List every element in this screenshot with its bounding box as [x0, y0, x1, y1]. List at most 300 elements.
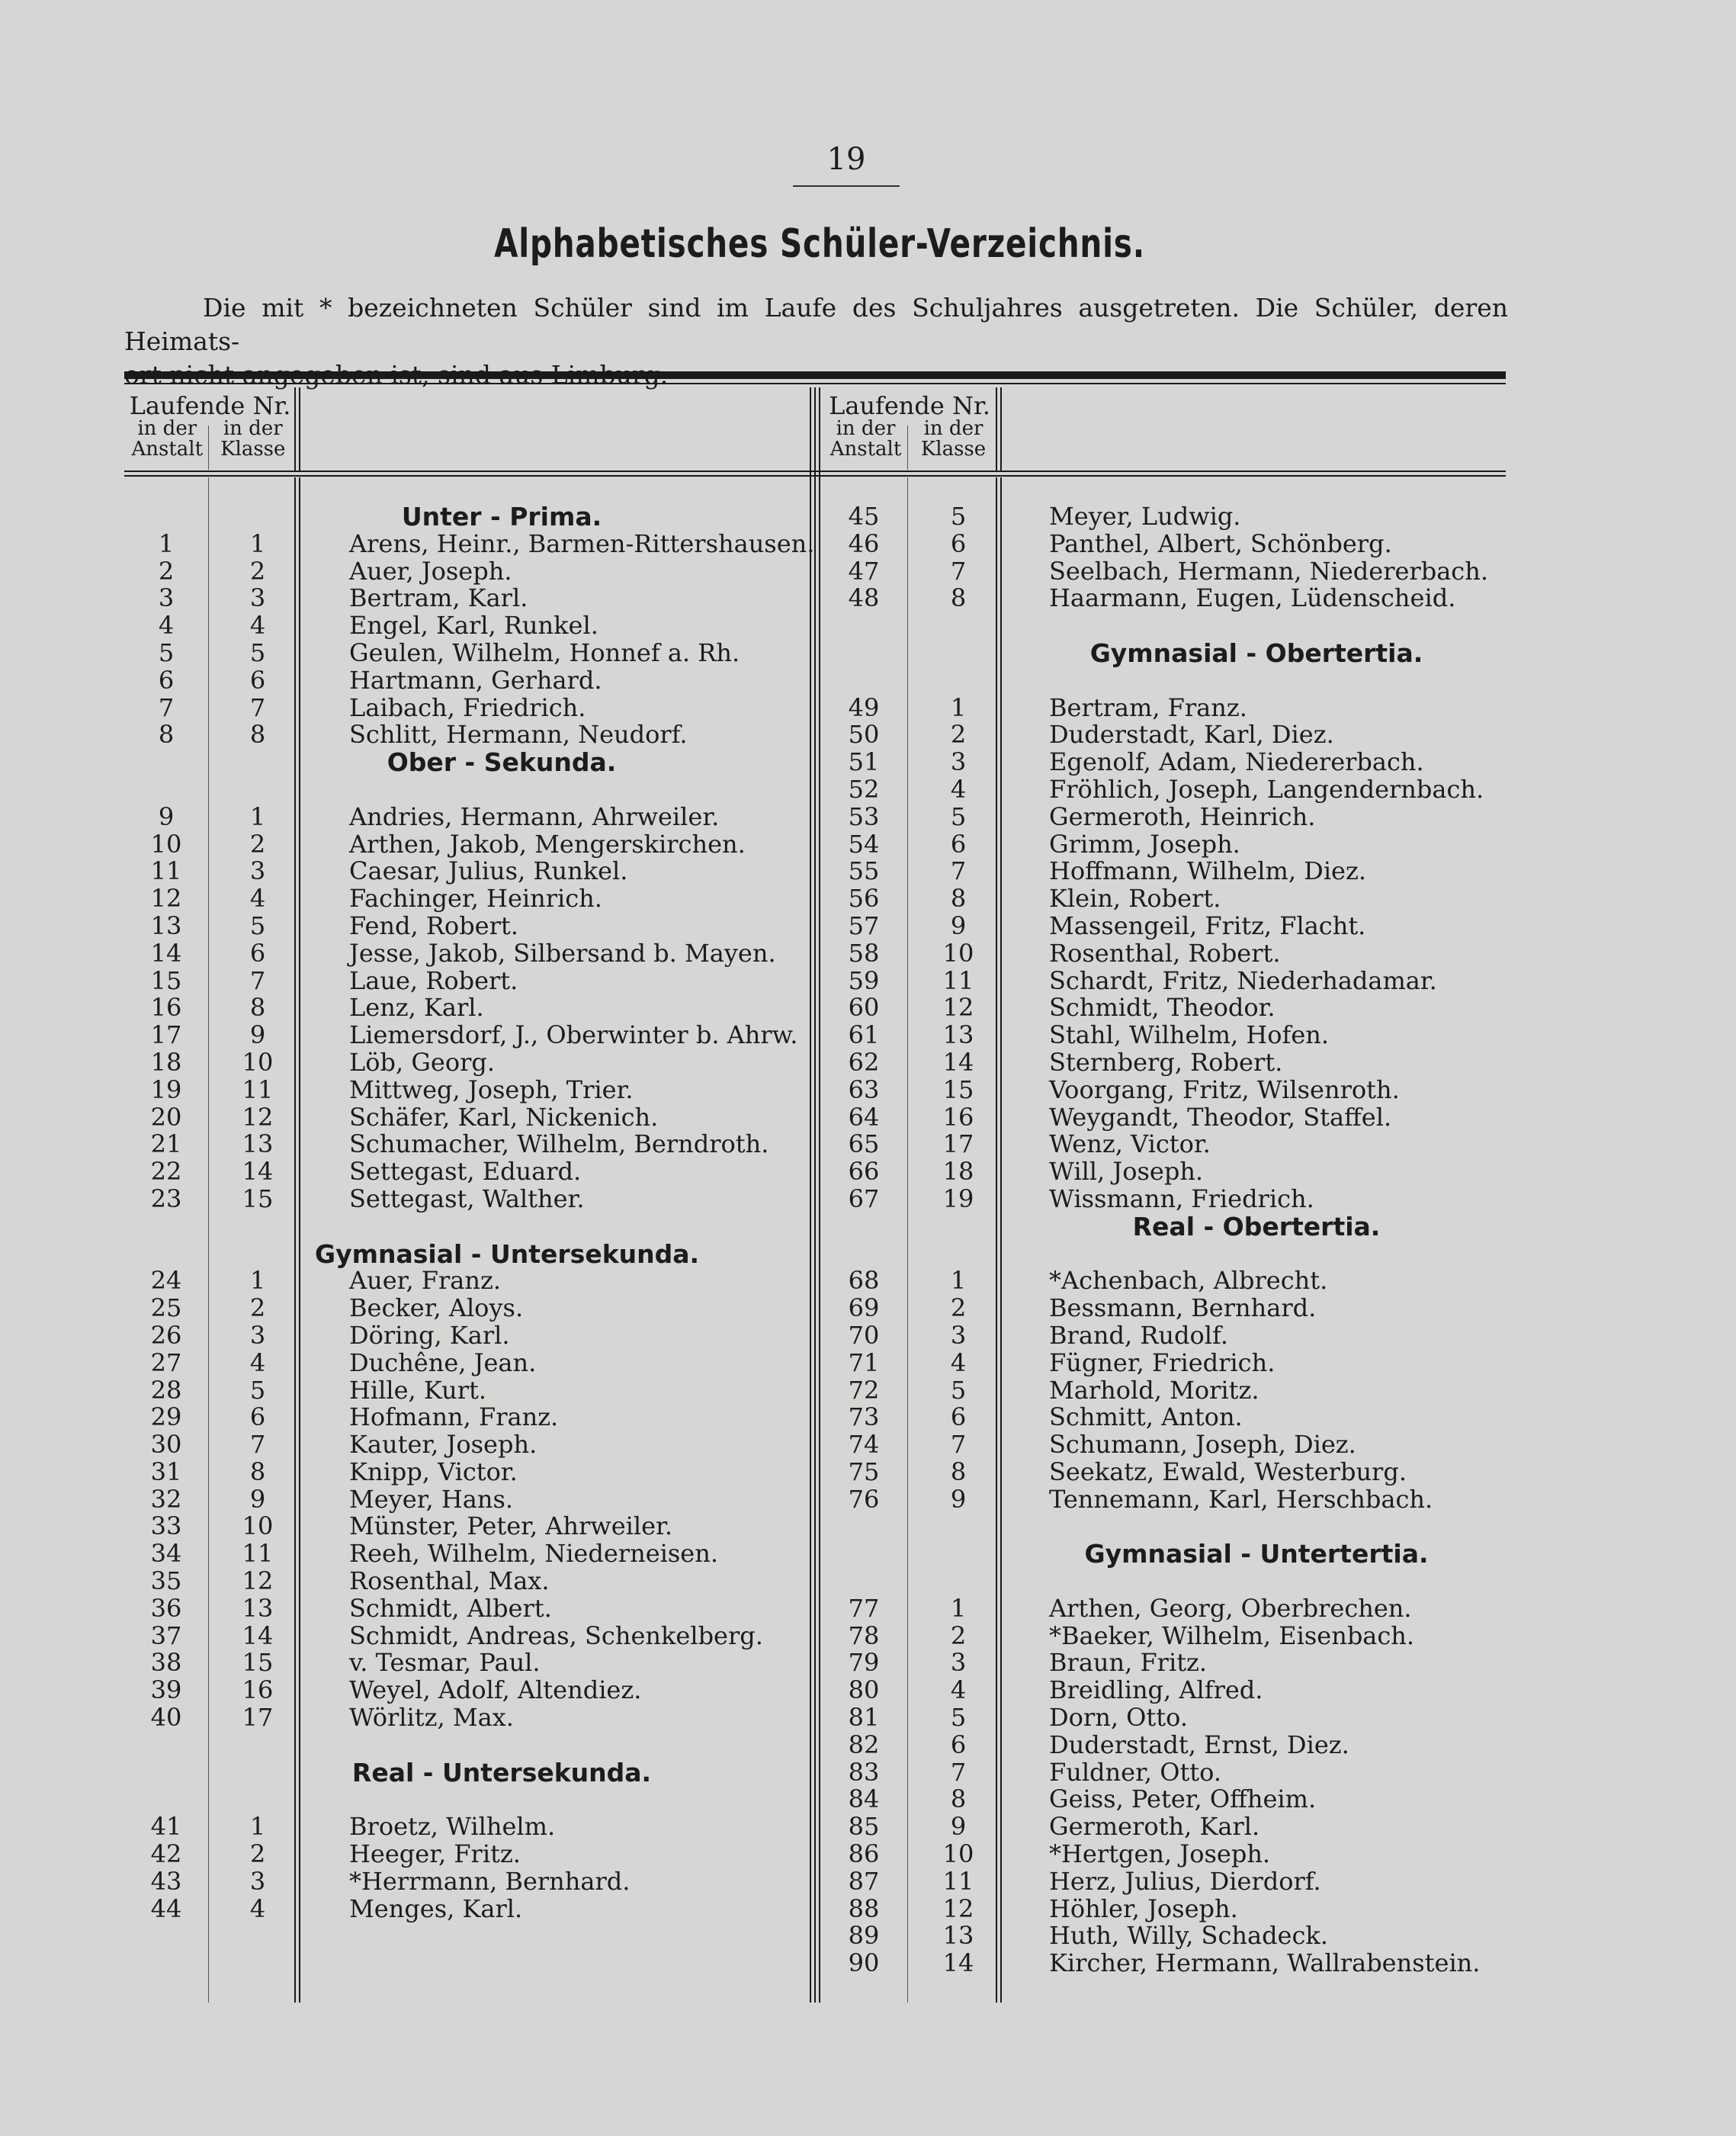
left-header [124, 393, 296, 460]
student-name: Becker, Aloys. [349, 1293, 524, 1323]
anstalt-number: 35 [150, 1566, 182, 1596]
anstalt-number: 83 [848, 1757, 880, 1787]
student-name: Fuldner, Otto. [1049, 1757, 1222, 1787]
class-section-heading [124, 503, 810, 531]
student-row [124, 612, 810, 640]
student-row [822, 1267, 1508, 1295]
student-name: Bertram, Franz. [1049, 692, 1247, 722]
anstalt-number: 62 [848, 1047, 880, 1077]
student-row [124, 1049, 810, 1077]
student-row [822, 528, 1508, 558]
student-name: Bertram, Karl. [349, 583, 528, 613]
student-row [822, 558, 1508, 586]
klasse-number: 10 [242, 1511, 274, 1541]
student-row [124, 1074, 810, 1104]
class-section-title: Real - Untersekunda. [351, 1757, 652, 1787]
anstalt-number: 73 [848, 1402, 880, 1432]
klasse-number: 10 [242, 1047, 274, 1077]
student-name: Höhler, Joseph. [1049, 1893, 1238, 1923]
klasse-number: 7 [950, 1430, 967, 1460]
student-row [124, 1404, 810, 1431]
anstalt-number: 40 [150, 1703, 182, 1733]
student-name: Lenz, Karl. [349, 993, 484, 1023]
anstalt-number: 67 [848, 1184, 880, 1213]
student-row [124, 1347, 810, 1377]
class-section-heading [822, 1213, 1508, 1241]
student-name: Settegast, Walther. [349, 1184, 585, 1213]
student-name: Massengeil, Fritz, Flacht. [1049, 911, 1366, 940]
klasse-number: 7 [950, 556, 967, 586]
class-section-heading [124, 1238, 810, 1269]
class-section-title: Gymnasial - Obertertia. [1089, 638, 1423, 668]
klasse-number: 3 [249, 583, 266, 613]
anstalt-number: 81 [848, 1703, 880, 1733]
anstalt-number: 70 [848, 1320, 880, 1350]
student-row [822, 831, 1508, 859]
student-row [822, 1459, 1508, 1486]
anstalt-number: 58 [848, 938, 880, 968]
anstalt-number: 37 [150, 1620, 182, 1650]
klasse-number: 2 [249, 1293, 266, 1323]
left-header-klasse-2: Klasse [220, 438, 286, 461]
student-row [822, 1377, 1508, 1405]
student-row [822, 1022, 1508, 1049]
student-row [822, 1347, 1508, 1377]
student-row [124, 801, 810, 831]
anstalt-number: 15 [150, 965, 182, 995]
student-name: Grimm, Joseph. [1049, 829, 1240, 859]
student-row [124, 1267, 810, 1295]
klasse-number: 14 [242, 1157, 274, 1187]
student-row [822, 1759, 1508, 1787]
klasse-number: 1 [950, 1593, 967, 1623]
anstalt-number: 32 [150, 1484, 182, 1514]
right-header-anstalt-1: in der [836, 417, 896, 440]
student-row [822, 1677, 1508, 1704]
student-name: Egenolf, Adam, Niedererbach. [1049, 747, 1424, 777]
student-row [124, 585, 810, 612]
anstalt-number: 3 [158, 583, 175, 613]
student-name: Marhold, Moritz. [1049, 1375, 1259, 1405]
student-row [822, 1158, 1508, 1186]
spacer [822, 1513, 1508, 1540]
anstalt-number: 25 [150, 1293, 182, 1323]
klasse-number: 5 [249, 911, 266, 940]
klasse-number: 12 [942, 1893, 974, 1923]
anstalt-number: 72 [848, 1375, 880, 1405]
page-title: Alphabetisches Schüler-Verzeichnis. [494, 221, 1145, 267]
student-row [124, 1893, 810, 1923]
klasse-number: 6 [249, 1402, 266, 1432]
student-name: Menges, Karl. [349, 1893, 523, 1923]
student-row [822, 503, 1508, 531]
student-name: Hartmann, Gerhard. [349, 665, 602, 695]
klasse-number: 4 [950, 774, 967, 804]
klasse-number: 7 [249, 1430, 266, 1460]
student-name: Heeger, Fritz. [349, 1839, 521, 1869]
klasse-number: 3 [950, 747, 967, 777]
student-name: Fend, Robert. [349, 911, 518, 940]
student-row [124, 1322, 810, 1350]
klasse-number: 7 [249, 692, 266, 722]
student-row [822, 1431, 1508, 1459]
anstalt-number: 79 [848, 1648, 880, 1678]
class-section-title: Real - Obertertia. [1132, 1211, 1381, 1241]
student-name: Reeh, Wilhelm, Niederneisen. [349, 1539, 718, 1569]
anstalt-number: 8 [158, 720, 175, 750]
student-name: Fachinger, Heinrich. [349, 884, 602, 914]
klasse-number: 6 [950, 829, 967, 859]
anstalt-number: 75 [848, 1457, 880, 1486]
student-name: Geulen, Wilhelm, Honnef a. Rh. [349, 638, 740, 667]
klasse-number: 9 [249, 1484, 266, 1514]
anstalt-number: 10 [150, 829, 182, 859]
student-row [822, 1131, 1508, 1158]
anstalt-number: 1 [158, 528, 175, 558]
klasse-number: 3 [950, 1648, 967, 1678]
anstalt-number: 12 [150, 884, 182, 914]
class-section-heading [124, 749, 810, 776]
student-row [124, 1104, 810, 1132]
student-name: Döring, Karl. [349, 1320, 510, 1350]
klasse-number: 7 [950, 1757, 967, 1787]
anstalt-number: 53 [848, 801, 880, 831]
klasse-number: 3 [249, 1866, 266, 1896]
anstalt-number: 50 [848, 720, 880, 750]
student-row [822, 1295, 1508, 1322]
student-name: Arthen, Georg, Oberbrechen. [1049, 1593, 1412, 1623]
student-name: Stahl, Wilhelm, Hofen. [1049, 1020, 1330, 1050]
student-row [124, 1813, 810, 1841]
anstalt-number: 61 [848, 1020, 880, 1050]
klasse-number: 7 [950, 856, 967, 886]
klasse-number: 4 [950, 1347, 967, 1377]
anstalt-number: 30 [150, 1430, 182, 1460]
student-name: Duderstadt, Ernst, Diez. [1049, 1730, 1349, 1759]
student-name: Schumann, Joseph, Diez. [1049, 1430, 1356, 1460]
right-header-laufende: Laufende Nr. [829, 391, 990, 420]
anstalt-number: 60 [848, 993, 880, 1023]
student-row [822, 965, 1508, 995]
klasse-number: 14 [942, 1047, 974, 1077]
klasse-number: 4 [249, 1347, 266, 1377]
student-row [822, 913, 1508, 940]
class-section-heading [124, 1759, 810, 1787]
student-name: Will, Joseph. [1049, 1157, 1204, 1187]
student-name: Germeroth, Heinrich. [1049, 801, 1316, 831]
student-row [822, 721, 1508, 749]
anstalt-number: 45 [848, 502, 880, 531]
student-row [124, 1431, 810, 1459]
student-row [822, 1620, 1508, 1650]
klasse-number: 9 [950, 1484, 967, 1514]
klasse-number: 11 [242, 1539, 274, 1569]
anstalt-number: 65 [848, 1129, 880, 1159]
class-section-title: Gymnasial - Untersekunda. [315, 1238, 700, 1269]
center-divider-c [819, 387, 820, 2003]
student-name: Kauter, Joseph. [349, 1430, 537, 1460]
student-name: Tennemann, Karl, Herschbach. [1049, 1484, 1433, 1514]
spacer [822, 1568, 1508, 1595]
student-name: Panthel, Albert, Schönberg. [1049, 528, 1392, 558]
anstalt-number: 86 [848, 1839, 880, 1869]
student-row [124, 1595, 810, 1623]
anstalt-number: 55 [848, 856, 880, 886]
anstalt-number: 56 [848, 884, 880, 914]
klasse-number: 5 [950, 1703, 967, 1733]
right-student-list [822, 503, 1508, 1977]
student-row [124, 1022, 810, 1049]
student-row [124, 1568, 810, 1595]
anstalt-number: 21 [150, 1129, 182, 1159]
anstalt-number: 69 [848, 1293, 880, 1323]
student-row [124, 1704, 810, 1732]
student-row [124, 1158, 810, 1186]
anstalt-number: 74 [848, 1430, 880, 1460]
class-section-title: Unter - Prima. [401, 502, 602, 532]
student-row [822, 1868, 1508, 1896]
anstalt-number: 26 [150, 1320, 182, 1350]
right-header-anstalt-2: Anstalt [829, 438, 902, 461]
anstalt-number: 43 [150, 1866, 182, 1896]
klasse-number: 8 [950, 1784, 967, 1814]
anstalt-number: 17 [150, 1020, 182, 1050]
student-name: *Hertgen, Joseph. [1049, 1839, 1271, 1869]
student-name: Schumacher, Wilhelm, Berndroth. [349, 1129, 769, 1159]
anstalt-number: 9 [158, 801, 175, 831]
anstalt-number: 44 [150, 1893, 182, 1923]
klasse-number: 2 [950, 1293, 967, 1323]
anstalt-number: 63 [848, 1074, 880, 1104]
student-row [822, 885, 1508, 913]
spacer [822, 1241, 1508, 1268]
anstalt-number: 77 [848, 1593, 880, 1623]
klasse-number: 1 [950, 1266, 967, 1296]
student-name: *Baeker, Wilhelm, Eisenbach. [1049, 1620, 1415, 1650]
class-section-title: Gymnasial - Untertertia. [1084, 1539, 1429, 1569]
student-row [124, 1186, 810, 1213]
student-row [822, 585, 1508, 612]
left-header-divider-a [294, 387, 296, 471]
anstalt-number: 54 [848, 829, 880, 859]
anstalt-number: 27 [150, 1347, 182, 1377]
student-name: Schmidt, Albert. [349, 1593, 552, 1623]
student-name: Fügner, Friedrich. [1049, 1347, 1276, 1377]
student-row [822, 1322, 1508, 1350]
klasse-number: 15 [242, 1184, 274, 1213]
anstalt-number: 34 [150, 1539, 182, 1569]
anstalt-number: 85 [848, 1812, 880, 1842]
student-name: Jesse, Jakob, Silbersand b. Mayen. [349, 938, 776, 968]
student-name: Klein, Robert. [1049, 884, 1221, 914]
page-number: 19 [826, 142, 866, 177]
student-row [822, 858, 1508, 885]
student-row [822, 1186, 1508, 1213]
klasse-number: 5 [249, 638, 266, 667]
student-name: Arthen, Jakob, Mengerskirchen. [349, 829, 746, 859]
student-row [124, 528, 815, 558]
anstalt-number: 49 [848, 692, 880, 722]
klasse-number: 11 [242, 1074, 274, 1104]
anstalt-number: 16 [150, 993, 182, 1023]
anstalt-number: 31 [150, 1457, 182, 1486]
anstalt-number: 28 [150, 1375, 182, 1405]
student-row [124, 667, 810, 695]
klasse-number: 2 [249, 829, 266, 859]
student-name: Schmidt, Theodor. [1049, 993, 1276, 1023]
student-row [822, 1404, 1508, 1431]
left-header-anstalt-1: in der [137, 417, 197, 440]
klasse-number: 2 [950, 720, 967, 750]
spacer [822, 612, 1508, 640]
left-header-laufende: Laufende Nr. [129, 391, 291, 420]
student-row [124, 885, 810, 913]
student-row [822, 1649, 1508, 1677]
anstalt-number: 23 [150, 1184, 182, 1213]
klasse-number: 13 [942, 1020, 974, 1050]
student-name: Geiss, Peter, Offheim. [1049, 1784, 1317, 1814]
student-name: Kircher, Hermann, Wallrabenstein. [1049, 1948, 1481, 1978]
student-row [124, 1295, 810, 1322]
student-name: Hoffmann, Wilhelm, Diez. [1049, 856, 1367, 886]
klasse-number: 2 [950, 1620, 967, 1650]
klasse-number: 8 [249, 1457, 266, 1486]
spacer [124, 1732, 810, 1759]
klasse-number: 1 [249, 1812, 266, 1842]
klasse-number: 5 [950, 1375, 967, 1405]
student-name: Schäfer, Karl, Nickenich. [349, 1102, 659, 1132]
klasse-number: 6 [950, 1730, 967, 1759]
student-row [822, 994, 1508, 1022]
student-row [124, 558, 810, 586]
student-name: *Achenbach, Albrecht. [1049, 1266, 1328, 1296]
anstalt-number: 24 [150, 1266, 182, 1296]
klasse-number: 9 [950, 911, 967, 940]
student-row [124, 640, 810, 667]
student-name: Rosenthal, Robert. [1049, 938, 1281, 968]
student-name: Braun, Fritz. [1049, 1648, 1208, 1678]
anstalt-number: 22 [150, 1157, 182, 1187]
student-row [822, 1049, 1508, 1077]
student-name: Duderstadt, Karl, Diez. [1049, 720, 1334, 750]
klasse-number: 6 [950, 528, 967, 558]
student-row [822, 1841, 1508, 1868]
anstalt-number: 7 [158, 692, 175, 722]
student-row [822, 1486, 1508, 1514]
anstalt-number: 36 [150, 1593, 182, 1623]
class-section-heading [822, 640, 1508, 667]
student-name: Auer, Joseph. [349, 556, 512, 586]
klasse-number: 3 [249, 856, 266, 886]
student-name: Münster, Peter, Ahrweiler. [349, 1511, 672, 1541]
spacer [124, 776, 810, 804]
student-name: Laue, Robert. [349, 965, 518, 995]
anstalt-number: 78 [848, 1620, 880, 1650]
anstalt-number: 5 [158, 638, 175, 667]
student-row [822, 1704, 1508, 1732]
right-header-klasse-2: Klasse [920, 438, 987, 461]
class-section-heading [822, 1540, 1508, 1568]
student-name: v. Tesmar, Paul. [349, 1648, 541, 1678]
student-name: Broetz, Wilhelm. [349, 1812, 556, 1842]
klasse-number: 5 [950, 801, 967, 831]
klasse-number: 3 [249, 1320, 266, 1350]
klasse-number: 15 [942, 1074, 974, 1104]
anstalt-number: 13 [150, 911, 182, 940]
anstalt-number: 48 [848, 583, 880, 613]
klasse-number: 4 [249, 611, 266, 641]
student-name: Arens, Heinr., Barmen-Rittershausen. [349, 528, 815, 558]
student-row [124, 1540, 810, 1568]
anstalt-number: 33 [150, 1511, 182, 1541]
student-row [822, 776, 1508, 804]
klasse-number: 13 [242, 1129, 274, 1159]
student-row [124, 1649, 810, 1677]
student-row [124, 913, 810, 940]
student-row [822, 1074, 1508, 1104]
student-row [822, 1595, 1508, 1623]
klasse-number: 16 [242, 1675, 274, 1705]
klasse-number: 1 [249, 528, 266, 558]
student-name: Breidling, Alfred. [1049, 1675, 1263, 1705]
left-header-anstalt-2: Anstalt [131, 438, 204, 461]
student-name: Schmidt, Andreas, Schenkelberg. [349, 1620, 763, 1650]
anstalt-number: 80 [848, 1675, 880, 1705]
student-name: Wörlitz, Max. [349, 1703, 514, 1733]
student-name: Hofmann, Franz. [349, 1402, 559, 1432]
student-name: Hille, Kurt. [349, 1375, 487, 1405]
student-name: Meyer, Hans. [349, 1484, 514, 1514]
student-row [124, 1677, 810, 1704]
anstalt-number: 42 [150, 1839, 182, 1869]
student-row [124, 940, 810, 968]
anstalt-number: 88 [848, 1893, 880, 1923]
right-header-divider-a [996, 387, 997, 471]
student-name: Duchêne, Jean. [349, 1347, 537, 1377]
student-name: Schardt, Fritz, Niederhadamar. [1049, 965, 1437, 995]
klasse-number: 2 [249, 1839, 266, 1869]
klasse-number: 5 [249, 1375, 266, 1405]
student-row [822, 1786, 1508, 1813]
student-name: Wissmann, Friedrich. [1049, 1184, 1314, 1213]
student-name: Haarmann, Eugen, Lüdenscheid. [1049, 583, 1456, 613]
student-name: Schmitt, Anton. [1049, 1402, 1243, 1432]
student-name: Rosenthal, Max. [349, 1566, 550, 1596]
klasse-number: 11 [942, 1866, 974, 1896]
student-name: Bessmann, Bernhard. [1049, 1293, 1317, 1323]
klasse-number: 17 [242, 1703, 274, 1733]
klasse-number: 4 [249, 884, 266, 914]
klasse-number: 18 [942, 1157, 974, 1187]
student-name: Brand, Rudolf. [1049, 1320, 1228, 1350]
anstalt-number: 38 [150, 1648, 182, 1678]
klasse-number: 16 [942, 1102, 974, 1132]
klasse-number: 8 [249, 993, 266, 1023]
student-row [822, 1893, 1508, 1923]
anstalt-number: 18 [150, 1047, 182, 1077]
klasse-number: 7 [249, 965, 266, 995]
left-header-sub-divider [208, 426, 209, 470]
anstalt-number: 29 [150, 1402, 182, 1432]
anstalt-number: 39 [150, 1675, 182, 1705]
student-name: Germeroth, Karl. [1049, 1812, 1260, 1842]
klasse-number: 4 [249, 1893, 266, 1923]
student-name: Meyer, Ludwig. [1049, 502, 1241, 531]
student-name: Herz, Julius, Dierdorf. [1049, 1866, 1321, 1896]
student-row [124, 831, 810, 859]
top-thin-rule [124, 383, 1506, 384]
spacer [124, 1786, 810, 1813]
